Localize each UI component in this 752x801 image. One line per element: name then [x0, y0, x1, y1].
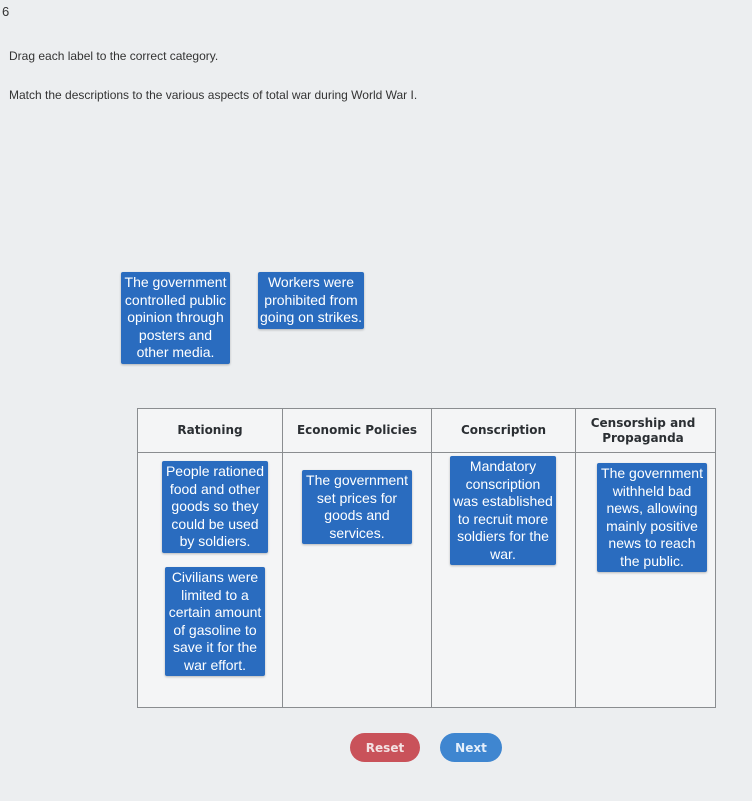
placed-label[interactable]: Civilians were limited to a certain amount of gasoline to save it for the war effort.: [165, 567, 265, 676]
instruction-text: Drag each label to the correct category.: [9, 49, 219, 63]
category-header-conscription: Conscription: [460, 423, 547, 437]
question-prompt: Match the descriptions to the various aspects of total war during World War I.: [9, 88, 418, 102]
placed-label[interactable]: People rationed food and other goods so they could be used by soldiers.: [162, 461, 268, 553]
category-header-economic-policies: Economic Policies: [296, 423, 418, 437]
question-number: 6: [2, 4, 10, 19]
category-header-rationing: Rationing: [177, 423, 243, 437]
reset-button[interactable]: Reset: [350, 733, 420, 762]
category-header-censorship-propaganda: Censorship and Propaganda: [590, 415, 696, 445]
draggable-label[interactable]: Workers were prohibited from going on strikes.: [258, 272, 364, 329]
draggable-label[interactable]: The government controlled public opinion through posters and other media.: [121, 272, 230, 364]
placed-label[interactable]: The government set prices for goods and services.: [302, 470, 412, 544]
next-button[interactable]: Next: [440, 733, 502, 762]
placed-label[interactable]: The government withheld bad news, allowing mainly positive news to reach the public.: [597, 463, 707, 572]
placed-label[interactable]: Mandatory conscription was established to recruit more soldiers for the war.: [450, 456, 556, 565]
